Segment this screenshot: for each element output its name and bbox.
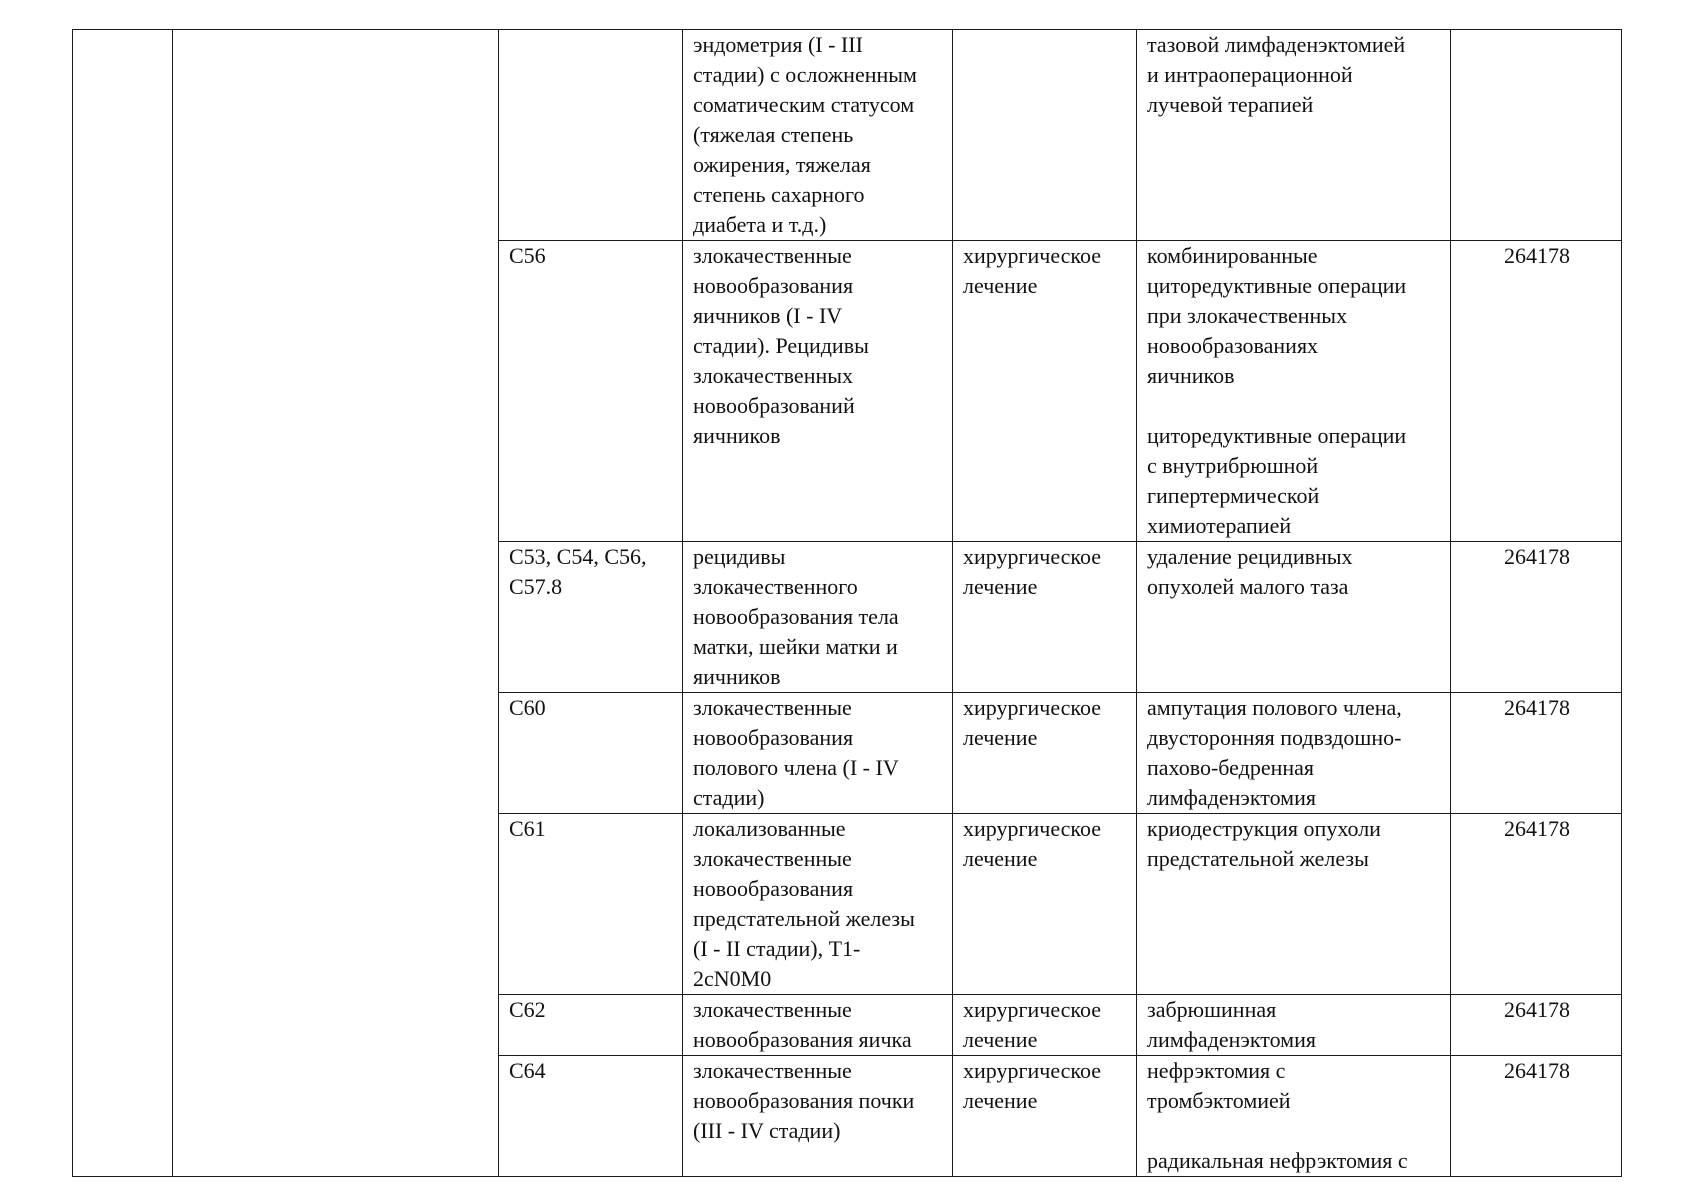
treatment-type-cell bbox=[953, 30, 1137, 241]
diagnosis-cell: злокачественные новообразования яичников (I - IV стадии). Рецидивы злокачественных новообразований яичников bbox=[683, 241, 953, 542]
diagnosis-cell: рецидивы злокачественного новообразования тела матки, шейки матки и яичников bbox=[683, 542, 953, 693]
medical-care-table bbox=[72, 29, 1622, 1177]
row-number-cell bbox=[73, 30, 173, 1177]
amount-cell: 264178 bbox=[1451, 814, 1622, 995]
diagnosis-cell: злокачественные новообразования яичка bbox=[683, 995, 953, 1056]
table-row bbox=[73, 30, 1622, 241]
diagnosis-cell: эндометрия (I - III стадии) с осложненным соматическим статусом (тяжелая степень ожирения, тяжелая степень сахарного диабета и т.д.) bbox=[683, 30, 953, 241]
treatment-method-cell: ампутация полового члена, двусторонняя подвздошно- пахово-бедренная лимфаденэктомия bbox=[1137, 693, 1451, 814]
icd-code-cell: C61 bbox=[499, 814, 683, 995]
amount-cell bbox=[1451, 30, 1622, 241]
treatment-method-cell: забрюшинная лимфаденэктомия bbox=[1137, 995, 1451, 1056]
treatment-type-cell: хирургическое лечение bbox=[953, 1056, 1137, 1177]
amount-cell: 264178 bbox=[1451, 241, 1622, 542]
treatment-method-cell: нефрэктомия с тромбэктомией радикальная нефрэктомия с bbox=[1137, 1056, 1451, 1177]
diagnosis-cell: злокачественные новообразования полового члена (I - IV стадии) bbox=[683, 693, 953, 814]
icd-code-cell: C53, C54, C56, C57.8 bbox=[499, 542, 683, 693]
icd-code-cell: C62 bbox=[499, 995, 683, 1056]
treatment-type-cell: хирургическое лечение bbox=[953, 693, 1137, 814]
treatment-method-cell: тазовой лимфаденэктомией и интраоперационной лучевой терапией bbox=[1137, 30, 1451, 241]
amount-cell: 264178 bbox=[1451, 693, 1622, 814]
treatment-type-cell: хирургическое лечение bbox=[953, 241, 1137, 542]
icd-code-cell: C56 bbox=[499, 241, 683, 542]
amount-cell: 264178 bbox=[1451, 1056, 1622, 1177]
icd-code-cell: C60 bbox=[499, 693, 683, 814]
diagnosis-cell: локализованные злокачественные новообразования предстательной железы (I - II стадии), T1- 2cN0M0 bbox=[683, 814, 953, 995]
icd-code-cell: C64 bbox=[499, 1056, 683, 1177]
treatment-method-cell: комбинированные циторедуктивные операции при злокачественных новообразованиях яичников циторедуктивные операции с внутрибрюшной гипертермической химиотерапией bbox=[1137, 241, 1451, 542]
treatment-type-cell: хирургическое лечение bbox=[953, 995, 1137, 1056]
treatment-type-cell: хирургическое лечение bbox=[953, 542, 1137, 693]
icd-code-cell bbox=[499, 30, 683, 241]
diagnosis-cell: злокачественные новообразования почки (III - IV стадии) bbox=[683, 1056, 953, 1177]
amount-cell: 264178 bbox=[1451, 995, 1622, 1056]
care-type-cell bbox=[173, 30, 499, 1177]
treatment-method-cell: удаление рецидивных опухолей малого таза bbox=[1137, 542, 1451, 693]
amount-cell: 264178 bbox=[1451, 542, 1622, 693]
treatment-type-cell: хирургическое лечение bbox=[953, 814, 1137, 995]
treatment-method-cell: криодеструкция опухоли предстательной железы bbox=[1137, 814, 1451, 995]
